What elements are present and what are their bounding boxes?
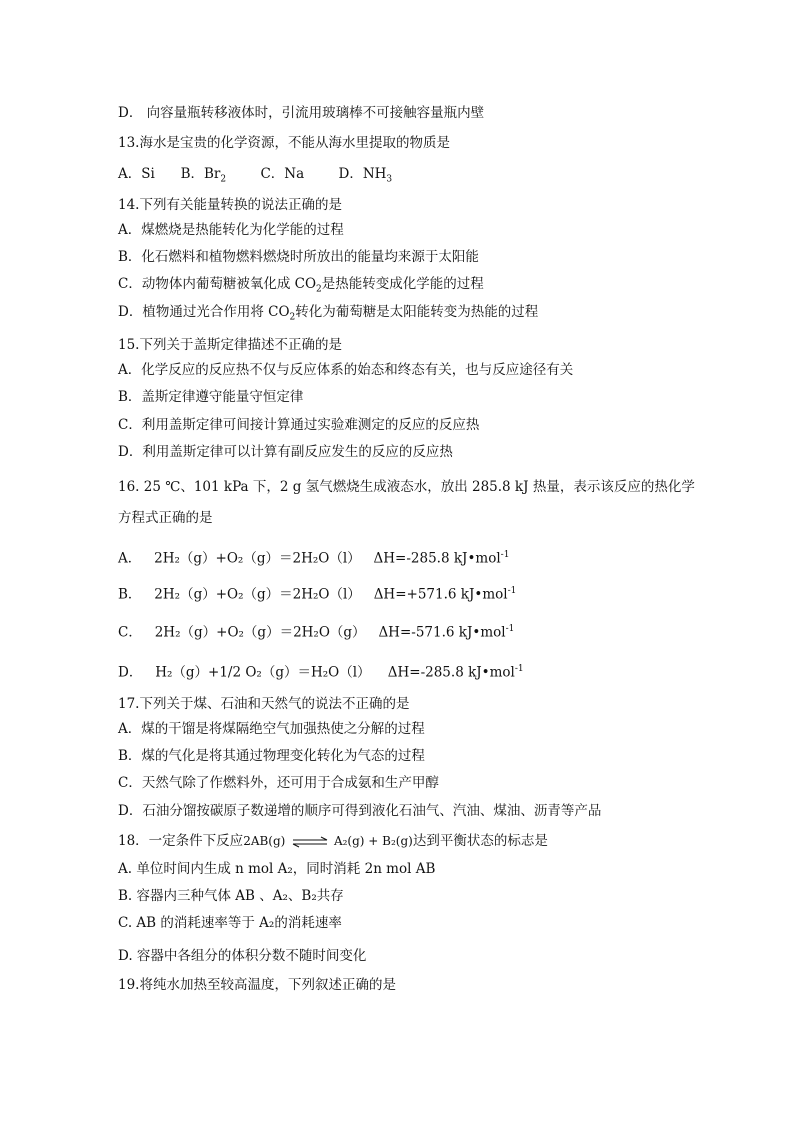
q16-option-c: C． 2H₂（g）+O₂（g）＝2H₂O（g） ΔH=-571.6 kJ•mol$^{-1}$ (118, 624, 515, 641)
q18-option-a: A. 单位时间内生成 n mol A₂，同时消耗 2n mol AB (118, 861, 436, 877)
q14-option-b: B．化石燃料和植物燃料燃烧时所放出的能量均来源于太阳能 (118, 249, 479, 265)
q13-stem: 13.海水是宝贵的化学资源，不能从海水里提取的物质是 (118, 135, 450, 151)
q17-option-b: B．煤的气化是将其通过物理变化转化为气态的过程 (118, 748, 425, 764)
q15-option-c: C．利用盖斯定律可间接计算通过实验难测定的反应的反应热 (118, 417, 480, 433)
q14-option-d: D．植物通过光合作用将 $CO_2$转化为葡萄糖是太阳能转变为热能的过程 (118, 304, 539, 323)
q18-option-b: B. 容器内三种气体 AB 、A₂、B₂共存 (118, 888, 344, 904)
q16-option-a: A． 2H₂（g）+O₂（g）＝2H₂O（l） ΔH=-285.8 kJ•mol$^{-1}$ (118, 550, 510, 567)
q15-option-d: D．利用盖斯定律可以计算有副反应发生的反应的反应热 (118, 444, 453, 460)
q17-option-c: C．天然气除了作燃料外，还可用于合成氨和生产甲醇 (118, 775, 439, 791)
q16-option-b: B． 2H₂（g）+O₂（g）＝2H₂O（l） ΔH=+571.6 kJ•mol$^{-1}$ (118, 586, 517, 603)
q14-option-a: A．煤燃烧是热能转化为化学能的过程 (118, 222, 344, 238)
q13-options: A．Si B．$Br_2$ C．Na D．$NH_3$ (118, 166, 393, 185)
q19-stem: 19.将纯水加热至较高温度，下列叙述正确的是 (118, 977, 396, 993)
q16-option-d: D． H₂（g）+1/2 O₂（g）＝H₂O（l） ΔH=-285.8 kJ•mol$^{-1}$ (118, 664, 524, 681)
q12-option-d: D． 向容量瓶转移液体时，引流用玻璃棒不可接触容量瓶内壁 (118, 105, 485, 121)
q16-stem-line1: 16. 25 ℃、101 kPa 下，2 g 氢气燃烧生成液态水，放出 285.8 kJ 热量，表示该反应的热化学 (118, 479, 695, 495)
q17-option-d: D．石油分馏按碳原子数递增的顺序可得到液化石油气、汽油、煤油、沥青等产品 (118, 803, 602, 819)
reversible-arrow-icon (290, 836, 330, 848)
q15-option-a: A．化学反应的反应热不仅与反应体系的始态和终态有关，也与反应途径有关 (118, 362, 574, 378)
q14-stem: 14.下列有关能量转换的说法正确的是 (118, 197, 342, 213)
q15-stem: 15.下列关于盖斯定律描述不正确的是 (118, 337, 342, 353)
q14-option-c: C．动物体内葡萄糖被氧化成 $CO_2$是热能转变成化学能的过程 (118, 276, 484, 295)
q16-stem-line2: 方程式正确的是 (118, 510, 213, 526)
q15-option-b: B．盖斯定律遵守能量守恒定律 (118, 389, 304, 405)
q18-option-c: C. AB 的消耗速率等于 A₂的消耗速率 (118, 915, 342, 931)
q18-option-d: D. 容器中各组分的体积分数不随时间变化 (118, 948, 367, 964)
q18-stem: 18．一定条件下反应2AB(g) A₂(g) + B₂(g)达到平衡状态的标志是 (118, 833, 548, 849)
q17-option-a: A．煤的干馏是将煤隔绝空气加强热使之分解的过程 (118, 721, 425, 737)
q17-stem: 17.下列关于煤、石油和天然气的说法不正确的是 (118, 696, 410, 712)
